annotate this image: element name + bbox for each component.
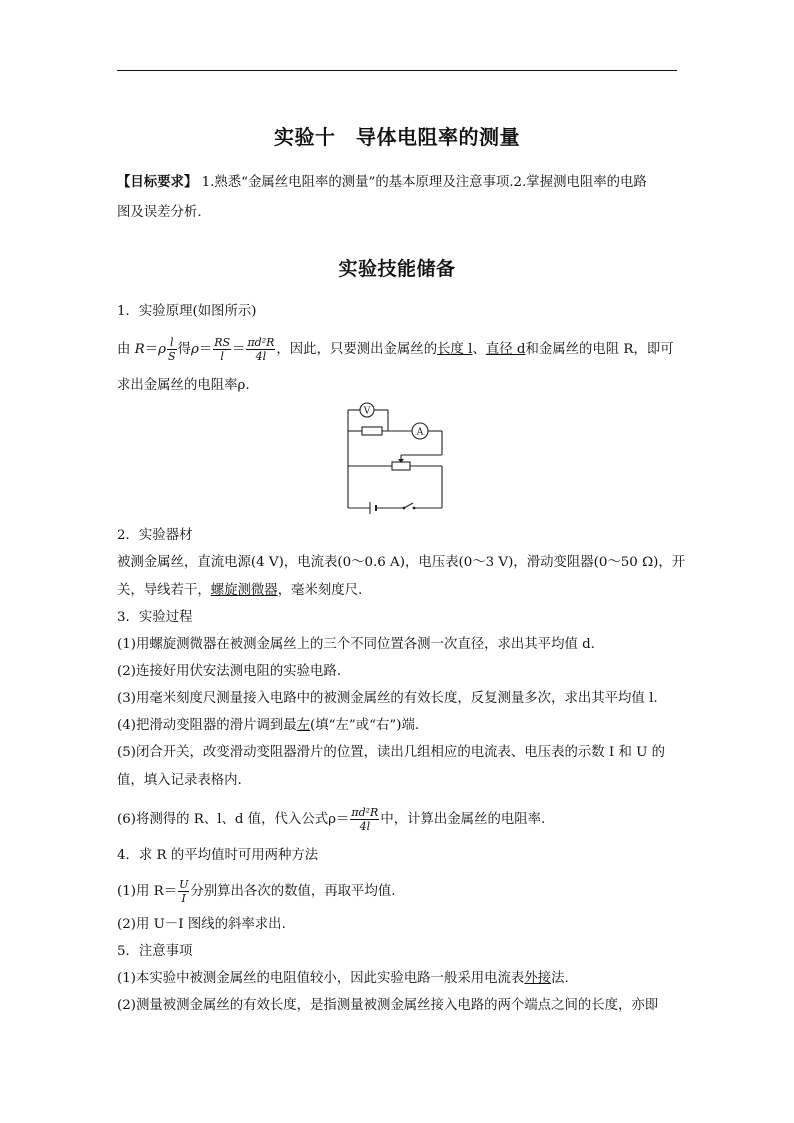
section-title: 实验技能储备 [338,258,456,280]
page-title: 实验十 导体电阻率的测量 [274,125,520,149]
text-run: (4)把滑动变阻器的滑片调到最 [117,718,297,733]
underlined-external: 外接 [524,971,552,986]
goal-text-2: 图及误差分析. [117,205,202,220]
equipment-heading: 2．实验器材 [117,528,193,543]
text-run: 和金属丝的电阻 R，即可 [525,342,674,357]
text-run: 中，计算出金属丝的电阻率. [380,812,546,827]
equipment-line-1: 被测金属丝，直流电源(4 V)，电流表(0～0.6 A)，电压表(0～3 V)，滑动变阻器(0～50 Ω)，开 [117,555,686,570]
process-step-3: (3)用毫米刻度尺测量接入电路中的被测金属丝的有效长度，反复测量多次，求出其平均值 l. [117,691,658,706]
switch-icon [403,503,416,509]
process-step-6 [117,806,677,833]
equipment-line-2 [117,581,677,601]
note-1 [117,969,677,989]
battery-icon [370,502,376,514]
process-step-5: (5)闭合开关，改变滑动变阻器滑片的位置，读出几组相应的电流表、电压表的示数 I 和 U 的 [117,745,666,760]
process-heading: 3．实验过程 [117,610,193,625]
goal-label: 【目标要求】 [117,175,198,190]
symbol-R: R [134,342,145,357]
wire-resistor-icon [362,427,382,435]
process-step-5-cont: 值，填入记录表格内. [117,773,242,788]
symbol-rho: ρ [158,342,167,357]
equals-sign: ＝ [198,342,213,357]
denominator: l [220,350,224,363]
denominator: S [168,350,176,363]
text-run: ，毫米刻度尺. [277,583,363,598]
text-run: 由 [117,342,135,357]
text-run: (6)将测得的 R、l、d 值，代入公式ρ＝ [117,812,350,827]
rheostat-icon [392,462,410,470]
goal-paragraph [117,168,677,228]
principle-heading: 1．实验原理(如图所示) [117,304,257,319]
text-run: 、 [472,342,486,357]
principle-formula-line [117,336,677,363]
process-step-4 [117,716,677,736]
fraction-RS-over-l [213,336,231,363]
text-run: 法. [551,971,569,986]
goal-text: 1.熟悉“金属丝电阻率的测量”的基本原理及注意事项.2.掌握测电阻率的电路 [201,175,647,190]
principle-line-2: 求出金属丝的电阻率ρ. [117,378,250,393]
average-heading: 4．求 R 的平均值时可用两种方法 [117,848,319,863]
fraction-l-over-S [167,336,177,363]
text-run: (填“左”或“右”)端. [310,718,420,733]
text-run: 关，导线若干， [117,583,211,598]
fraction-pid2R-over-4l [246,336,275,363]
text-run: ，因此，只要测出金属丝的 [276,342,438,357]
denominator: I [181,892,186,905]
underlined-diameter-d: 直径 d [485,342,526,357]
fraction-U-over-I [178,878,189,905]
header-rule [117,70,677,71]
underlined-length-l: 长度 l [437,342,473,357]
fraction-pid2R-over-4l [350,806,379,833]
circuit-diagram [340,400,455,518]
text-run: 得 [177,342,191,357]
text-run: 分别算出各次的数值，再取平均值. [190,884,396,899]
underlined-left: 左 [296,718,311,733]
text-run: (1)用 R＝ [117,884,178,899]
text-run: (1)本实验中被测金属丝的电阻值较小，因此实验电路一般采用电流表 [117,971,525,986]
symbol-rho: ρ [190,342,199,357]
denominator: 4l [255,350,267,363]
underlined-micrometer: 螺旋测微器 [210,583,278,598]
numerator: πd²R [351,806,379,819]
numerator: l [167,336,177,350]
denominator: 4l [359,820,371,833]
average-method-1 [117,878,677,905]
ammeter-label: A [416,427,424,438]
numerator: RS [214,336,231,349]
numerator: U [179,878,189,891]
average-method-2: (2)用 U－I 图线的斜率求出. [117,917,286,932]
note-2: (2)测量被测金属丝的有效长度，是指测量被测金属丝接入电路的两个端点之间的长度，亦即 [117,998,659,1013]
equals-sign: ＝ [144,342,159,357]
voltmeter-label: V [363,406,371,417]
process-step-2: (2)连接好用伏安法测电阻的实验电路. [117,664,342,679]
equals-sign: ＝ [232,342,246,357]
notes-heading: 5．注意事项 [117,944,193,959]
process-step-1: (1)用螺旋测微器在被测金属丝上的三个不同位置各测一次直径，求出其平均值 d. [117,637,595,652]
numerator: πd²R [247,336,275,349]
